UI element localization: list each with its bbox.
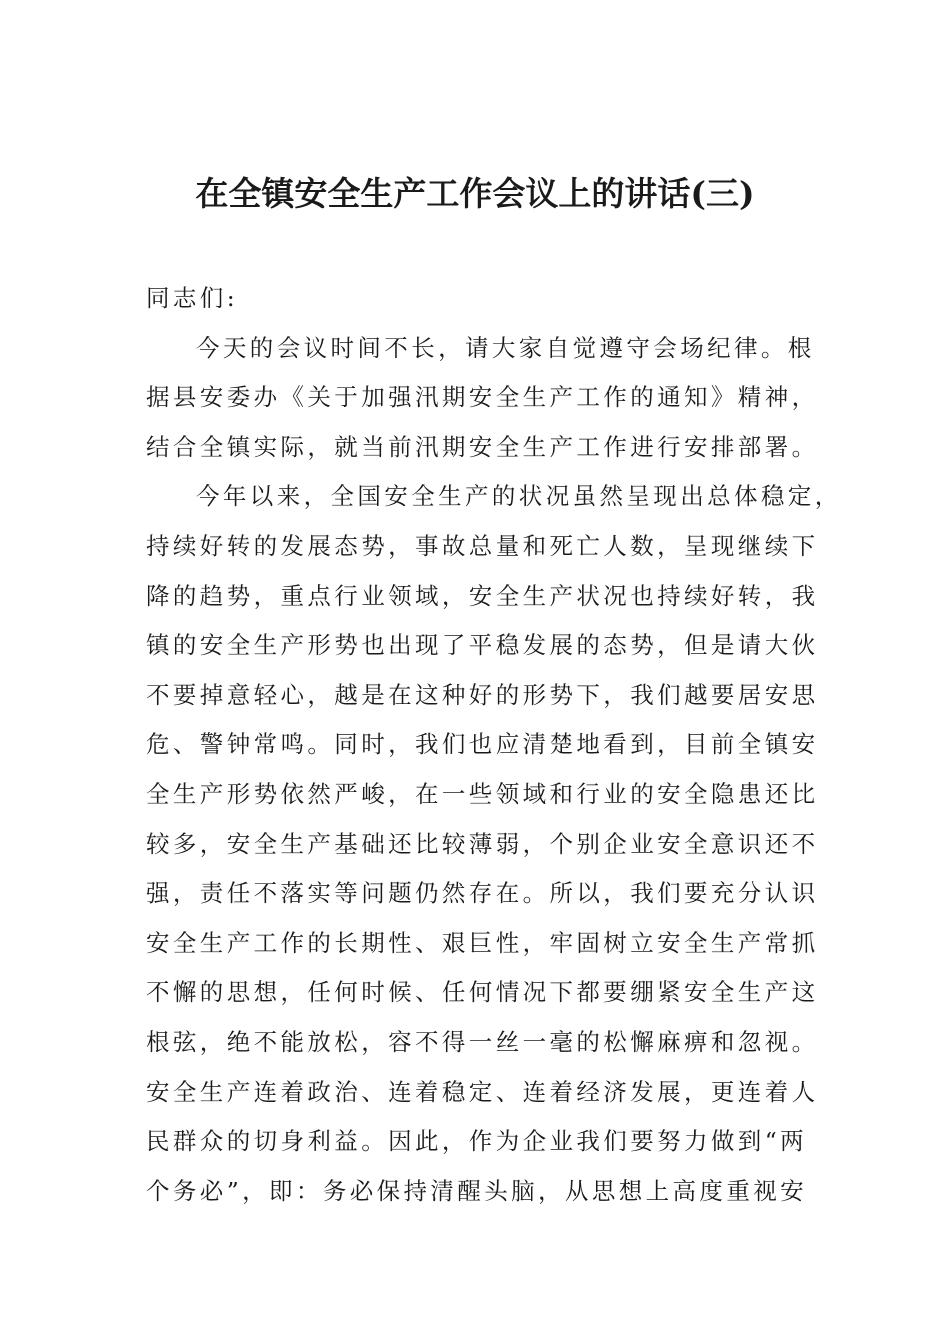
paragraph-line: 危、警钟常鸣。同时，我们也应清楚地看到，目前全镇安: [146, 730, 819, 759]
document-title: 在全镇安全生产工作会议上的讲话(三): [195, 174, 755, 213]
document-body: [146, 274, 846, 1216]
paragraph-line: 较多，安全生产基础还比较薄弱，个别企业安全意识还不: [146, 829, 819, 858]
paragraph-line: 不懈的思想，任何时候、任何情况下都要绷紧安全生产这: [146, 978, 819, 1007]
paragraph-line: 不要掉意轻心，越是在这种好的形势下，我们越要居安思: [146, 680, 819, 709]
paragraph-line: 全生产形势依然严峻，在一些领域和行业的安全隐患还比: [146, 779, 819, 808]
paragraph-line: 安全生产连着政治、连着稳定、连着经济发展，更连着人: [146, 1077, 819, 1106]
paragraph-line: 镇的安全生产形势也出现了平稳发展的态势，但是请大伙: [146, 631, 819, 660]
paragraph-line: 今年以来，全国安全生产的状况虽然呈现出总体稳定，: [196, 482, 842, 511]
paragraph-line: 今天的会议时间不长，请大家自觉遵守会场纪律。根: [196, 333, 815, 362]
paragraph-line: 安全生产工作的长期性、艰巨性，牢固树立安全生产常抓: [146, 928, 819, 957]
paragraph-line: 结合全镇实际，就当前汛期安全生产工作进行安排部署。: [146, 432, 819, 461]
paragraph-line: 个务必”，即：务必保持清醒头脑，从思想上高度重视安: [146, 1176, 808, 1205]
salutation: 同志们:: [146, 284, 239, 312]
paragraph-line: 据县安委办《关于加强汛期安全生产工作的通知》精神，: [146, 383, 819, 412]
paragraph-line: 降的趋势，重点行业领域，安全生产状况也持续好转，我: [146, 581, 819, 610]
paragraph-line: 持续好转的发展态势，事故总量和死亡人数，呈现继续下: [146, 531, 819, 560]
paragraph-line: 根弦，绝不能放松，容不得一丝一毫的松懈麻痹和忽视。: [146, 1027, 819, 1056]
paragraph-line: 强，责任不落实等问题仍然存在。所以，我们要充分认识: [146, 879, 819, 908]
paragraph-line: 民群众的切身利益。因此，作为企业我们要努力做到“两: [146, 1127, 808, 1156]
